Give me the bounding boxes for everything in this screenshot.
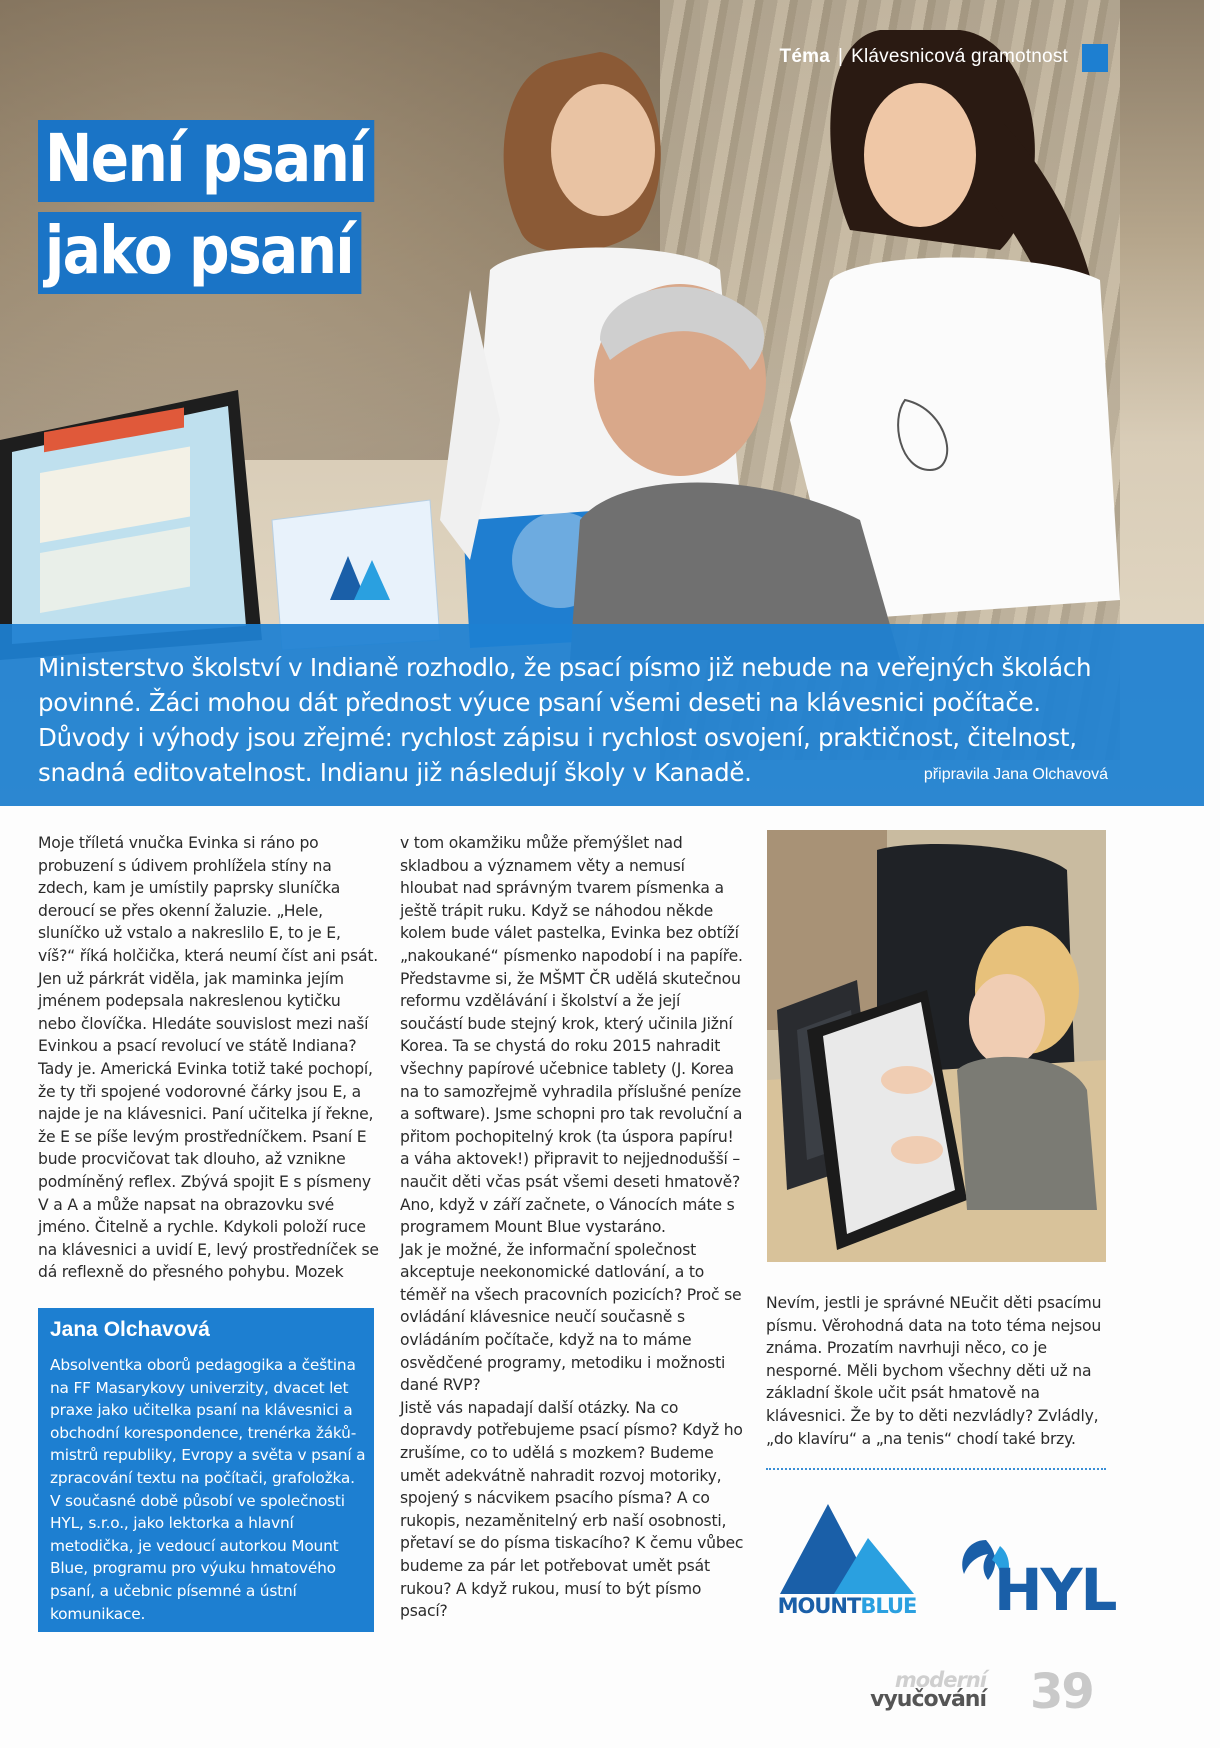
magazine-name bbox=[826, 1670, 986, 1710]
column-1-text: Moje tříletá vnučka Evinka si ráno po probuzení s údivem prohlížela stíny na zdech, kam je umístily paprsky sluníčka deroucí se přes okenní žaluzie. „Hele, sluníčko už vstalo a nakreslilo E, to je E, víš?“ říká holčička, která neumí číst ani psát. Jen už párkrát viděla, jak maminka jejím jménem podepsala nakreslenou kytičku nebo človíčka. Hledáte souvislost mezi naší Evinkou a psací revolucí ve státě Indiana? Tady je. Americká Evinka totiž také pochopí, že ty tři spojené vodorovné čárky jsou E, a najde je na klávesnici. Paní učitelka jí řekne, že E se píše levým prostředníčkem. Psaní E bude procvičovat tak dlouho, až vznikne podmíněný reflex. Zbývá spojit E s písmeny V a A a může napsat na obrazovku své jméno. Čitelně a rychle. Kdykoli položí ruce na klávesnici a uvidí E, levý prostředníček se dá reflexně do přesného pohybu. Mozek bbox=[38, 834, 379, 1282]
hyl-wordmark: HYL bbox=[994, 1556, 1116, 1624]
monitor-illustration bbox=[0, 390, 262, 660]
column-2-text: v tom okamžiku může přemýšlet nad skladbou a významem věty a nemusí hloubat nad správným tvarem písmenka a ještě trápit ruku. Když se náhodou někde kolem bude válet pastelka, Evinka bez obtíží „nakoukané“ písmenko napodobí i na papíře. Představme si, že MŠMT ČR udělá skutečnou reformu vzdělávání i školství a že její součástí bude stejný krok, který učinila Jižní Korea. Ta se chystá do roku 2015 nahradit všechny papírové učebnice tablety (J. Korea na to samozřejmě vyhradila příslušné peníze a software). Jsme schopni pro tak revoluční a přitom pochopitelný krok (ta úspora papíru! a váha aktovek!) připravit to nejjednodušší – naučit děti včas psát všemi deseti hmatově? Ano, když v září začnete, o Vánocích máte s programem Mount Blue vystaráno. Jak je možné, že informační společnost akceptuje neekonomické datlování, a to téměř na všech pracovních pozicích? Proč se ovládání klávesnice neučí současně s ovládáním počítače, když na to máme osvědčené programy, metodiku i možnosti dané RVP? Jistě vás napadají další otázky. Na co dopravdy potřebujeme psací písmo? Když ho zrušíme, co to udělá s mozkem? Budeme umět adekvátně nahradit rozvoj motoriky, spojený s nácvikem psacího písma? A co rukopis, nezaměnitelný erb naší osobnosti, přetaví se do písma tiskacího? K čemu vůbec budeme za pár let potřebovat umět psát rukou? A když rukou, musí to být písmo psací? bbox=[400, 834, 744, 1621]
child-photo-illustration bbox=[767, 830, 1106, 1262]
mountblue-word-1: MOUNT bbox=[777, 1594, 861, 1618]
mountblue-wordmark bbox=[772, 1594, 922, 1618]
author-name: Jana Olchavová bbox=[50, 1318, 210, 1341]
author-box bbox=[38, 1308, 374, 1632]
headline-line-1: Není psaní bbox=[38, 120, 374, 202]
mountblue-word-2: BLUE bbox=[860, 1594, 917, 1618]
mountblue-mountain-icon bbox=[772, 1498, 922, 1598]
article-column-2 bbox=[400, 832, 745, 1623]
lead-text: Ministerstvo školství v Indianě rozhodlo, že psací písmo již nebude na veřejných školách povinné. Žáci mohou dát přednost výuce psaní všemi deseti na klávesnici počítače. Důvody i výhody jsou zřejmé: rychlost zápisu i rychlost osvojení, praktičnost, čitelnost, snadná editovatelnost. Indianu již následují školy v Kanadě. bbox=[38, 653, 1092, 787]
magazine-name-line-2: vyučování bbox=[870, 1687, 986, 1712]
byline: připravila Jana Olchavová bbox=[923, 766, 1108, 783]
kicker-separator: | bbox=[837, 46, 844, 67]
child-keyboard-photo bbox=[767, 830, 1106, 1262]
dotted-divider bbox=[766, 1468, 1106, 1470]
article-column-1 bbox=[38, 832, 380, 1284]
author-bio: Absolventka oborů pedagogika a čeština na FF Masarykovy univerzity, dvacet let praxe jako učitelka psaní na klávesnici a obchodní korespondence, trenérka žáků-mistrů republiky, Evropy a světa v psaní a zpracování textu na počítači, grafoložka. V současné době působí ve společnosti HYL, s.r.o., jako lektorka a hlavní metodička, je vedoucí autorkou Mount Blue, programu pro výuku hmatového psaní, a učebnic písemné a ústní komunikace. bbox=[50, 1356, 366, 1623]
column-3-text: Nevím, jestli je správné NEučit děti psacímu písmu. Věrohodná data na toto téma nejsou známa. Prozatím navrhuji něco, co je nesporné. Měli bychom všechny děti už na základní škole učit psát hmatově na klávesnici. Že by to děti nezvládly? Zvládly, „do klavíru“ a „na tenis“ chodí také brzy. bbox=[766, 1294, 1102, 1448]
magazine-name-line-1: moderní bbox=[894, 1668, 986, 1692]
article-column-3 bbox=[766, 1292, 1106, 1450]
page-number: 39 bbox=[1030, 1664, 1093, 1720]
headline-line-2: jako psaní bbox=[38, 212, 362, 294]
section-label: Téma bbox=[779, 46, 830, 67]
mountblue-logo bbox=[772, 1498, 922, 1628]
kicker-square-icon bbox=[1082, 44, 1108, 72]
lead-band bbox=[0, 624, 1204, 806]
hyl-logo bbox=[956, 1536, 1116, 1636]
section-kicker bbox=[780, 46, 1068, 68]
topic-label: Klávesnicová gramotnost bbox=[851, 46, 1068, 67]
